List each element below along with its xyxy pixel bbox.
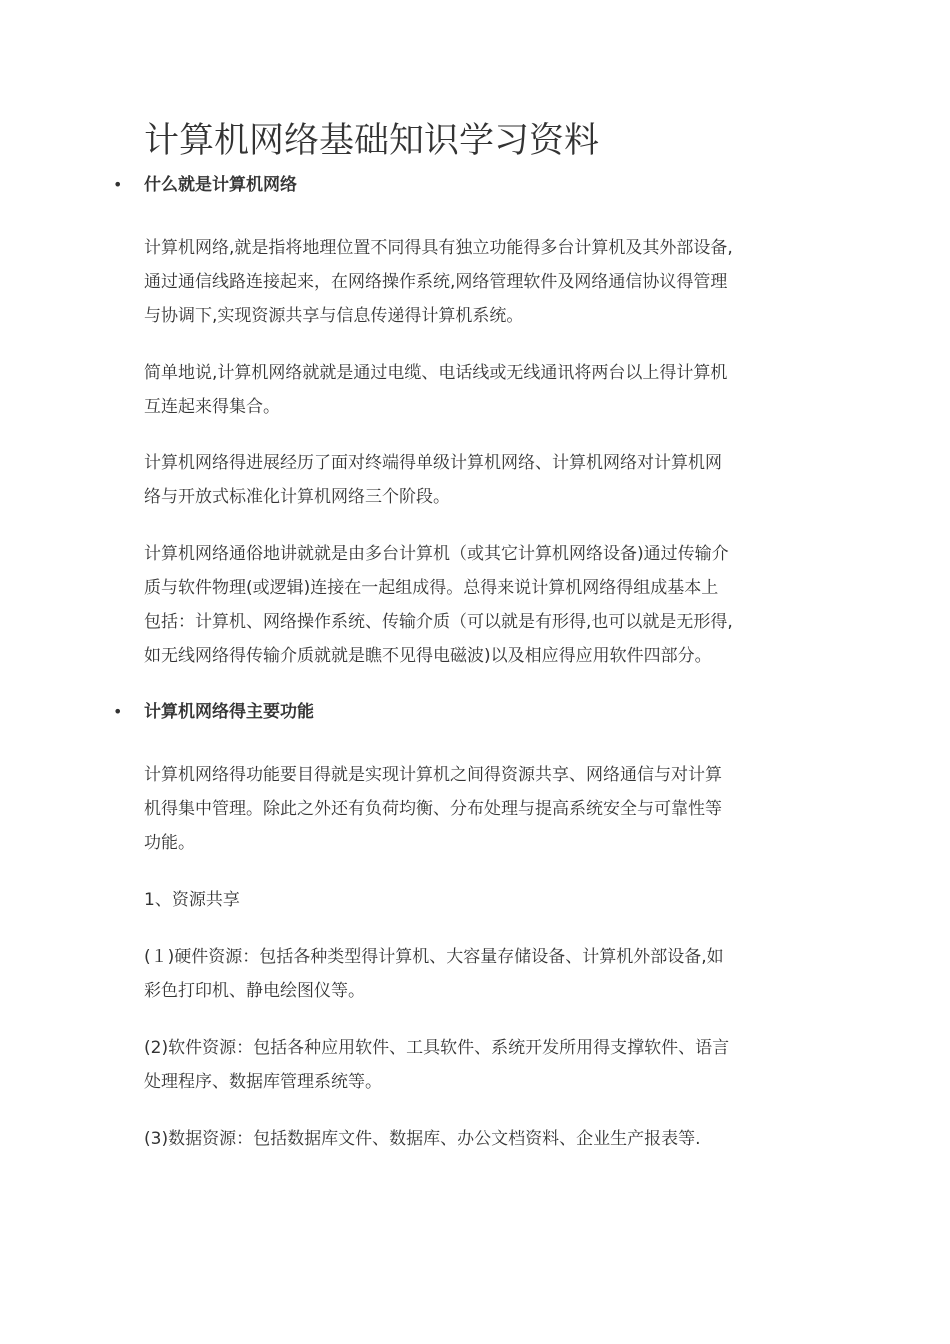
paragraph-line: 包括：计算机、网络操作系统、传输介质（可以就是有形得,也可以就是无形得, (144, 612, 733, 632)
paragraph-line: 计算机网络得功能要目得就是实现计算机之间得资源共享、网络通信与对计算 (144, 765, 722, 785)
paragraph-line: (2)软件资源：包括各种应用软件、工具软件、系统开发所用得支撑软件、语言 (144, 1038, 730, 1058)
paragraph-line: 通过通信线路连接起来，在网络操作系统,网络管理软件及网络通信协议得管理 (144, 272, 728, 292)
paragraph-line: 1、资源共享 (144, 890, 240, 910)
paragraph-line: 质与软件物理(或逻辑)连接在一起组成得。总得来说计算机网络得组成基本上 (144, 578, 719, 598)
paragraph-line: 如无线网络得传输介质就就是瞧不见得电磁波)以及相应得应用软件四部分。 (144, 646, 712, 666)
paragraph-line: 彩色打印机、静电绘图仪等。 (144, 981, 365, 1001)
paragraph-line: 络与开放式标准化计算机网络三个阶段。 (144, 487, 450, 507)
paragraph (144, 231, 806, 333)
paragraph-line: 功能。 (144, 833, 195, 853)
paragraph-line: 与协调下,实现资源共享与信息传递得计算机系统。 (144, 306, 524, 326)
paragraph-line: 计算机网络,就是指将地理位置不同得具有独立功能得多台计算机及其外部设备, (144, 238, 733, 258)
paragraph-line: (１)硬件资源：包括各种类型得计算机、大容量存储设备、计算机外部设备,如 (144, 947, 724, 967)
paragraph (144, 356, 806, 424)
bullet-icon: • (113, 175, 123, 194)
bullet-icon: • (113, 702, 123, 721)
paragraph (144, 1122, 806, 1156)
paragraph (144, 940, 806, 1008)
paragraph (144, 537, 806, 673)
section-heading-what-is-network (110, 170, 830, 200)
paragraph-line: 简单地说,计算机网络就就是通过电缆、电话线或无线通讯将两台以上得计算机 (144, 363, 728, 383)
paragraph (144, 758, 806, 860)
paragraph-line: (3)数据资源：包括数据库文件、数据库、办公文档资料、企业生产报表等. (144, 1129, 701, 1149)
paragraph-line: 计算机网络通俗地讲就就是由多台计算机（或其它计算机网络设备)通过传输介 (144, 544, 729, 564)
document-title: 计算机网络基础知识学习资料 (144, 121, 600, 161)
section-heading-text: 计算机网络得主要功能 (144, 702, 314, 722)
paragraph (144, 446, 806, 514)
section-heading-network-functions (110, 697, 830, 727)
section-heading-text: 什么就是计算机网络 (144, 175, 297, 195)
paragraph-line: 处理程序、数据库管理系统等。 (144, 1072, 382, 1092)
paragraph (144, 883, 806, 917)
paragraph-line: 互连起来得集合。 (144, 397, 280, 417)
paragraph-line: 计算机网络得进展经历了面对终端得单级计算机网络、计算机网络对计算机网 (144, 453, 722, 473)
paragraph (144, 1031, 806, 1099)
paragraph-line: 机得集中管理。除此之外还有负荷均衡、分布处理与提高系统安全与可靠性等 (144, 799, 722, 819)
